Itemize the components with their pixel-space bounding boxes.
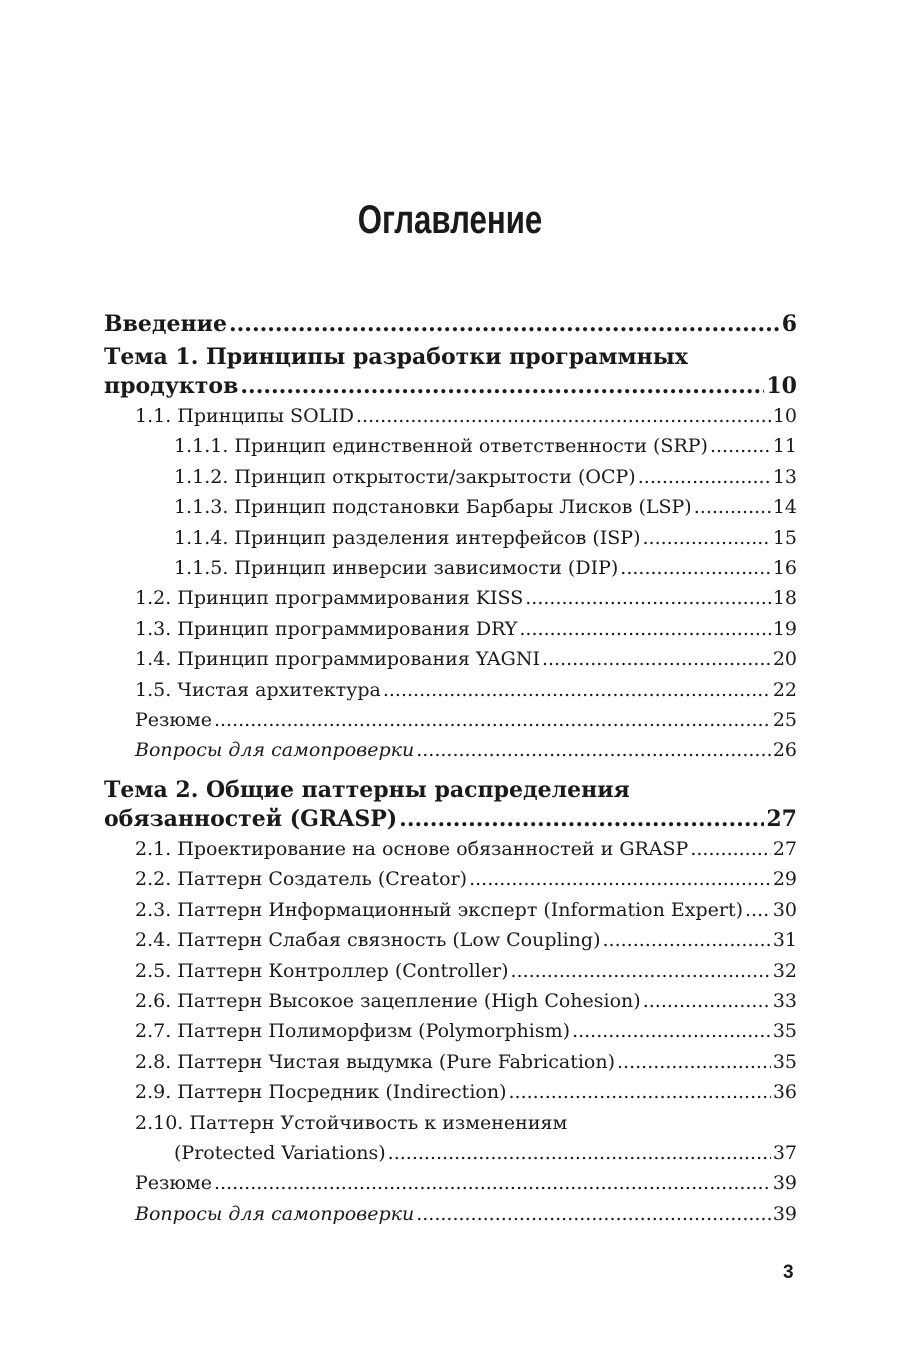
leader-dots xyxy=(694,492,771,522)
topic2-page: 27 xyxy=(766,805,797,832)
toc-item[interactable] xyxy=(104,956,797,986)
leader-dots xyxy=(542,644,771,674)
toc-item-page: 15 xyxy=(772,526,797,549)
toc-item-2-10[interactable] xyxy=(104,1138,797,1168)
leader-dots xyxy=(617,1047,771,1077)
toc-item[interactable] xyxy=(104,492,797,522)
toc-item-label: 2.5. Паттерн Контроллер (Controller) xyxy=(135,959,509,982)
toc-item[interactable] xyxy=(104,895,797,925)
toc-item-label: 1.1.2. Принцип открытости/закрытости (OCP) xyxy=(174,465,636,488)
toc-item-page: 13 xyxy=(772,465,797,488)
topic2-summary[interactable] xyxy=(104,1168,797,1198)
leader-dots xyxy=(214,1168,771,1198)
toc-item-label: 2.8. Паттерн Чистая выдумка (Pure Fabrication) xyxy=(135,1050,616,1073)
leader-dots xyxy=(745,895,771,925)
leader-dots xyxy=(572,1016,771,1046)
questions-page: 39 xyxy=(772,1202,797,1225)
leader-dots xyxy=(519,614,770,644)
toc-item-label: 2.4. Паттерн Слабая связность (Low Coupling) xyxy=(135,929,601,952)
leader-dots xyxy=(399,804,764,834)
topic1-heading-line1[interactable]: Тема 1. Принципы разработки программных xyxy=(104,344,688,370)
toc-item[interactable] xyxy=(104,401,797,431)
toc-item-label: 2.6. Паттерн Высокое зацепление (High Cohesion) xyxy=(135,989,641,1012)
toc-item[interactable] xyxy=(104,462,797,492)
toc-item-label: 1.1.1. Принцип единственной ответственности (SRP) xyxy=(174,435,708,458)
leader-dots xyxy=(511,956,771,986)
questions-label: Вопросы для самопроверки xyxy=(135,1202,415,1225)
toc-item-page: 35 xyxy=(772,1050,797,1073)
toc-item[interactable] xyxy=(104,431,797,461)
leader-dots xyxy=(525,583,771,613)
toc-item-label: 1.3. Принцип программирования DRY xyxy=(135,617,518,640)
toc-intro-page: 6 xyxy=(781,311,797,337)
topic2-heading-line1[interactable]: Тема 2. Общие паттерны распределения xyxy=(104,776,630,803)
toc-item-page: 27 xyxy=(772,837,797,860)
toc-item-label: 1.1.4. Принцип разделения интерфейсов (ISP) xyxy=(174,526,641,549)
toc-item-label: 1.5. Чистая архитектура xyxy=(135,678,381,701)
questions-page: 26 xyxy=(772,739,797,762)
topic1-heading-line2: продуктов xyxy=(104,373,239,399)
topic1-questions[interactable] xyxy=(104,735,797,765)
toc-item-2-10-line1[interactable]: 2.10. Паттерн Устойчивость к изменениям xyxy=(135,1111,568,1134)
toc-item-page: 16 xyxy=(772,557,797,580)
toc-intro[interactable] xyxy=(104,309,797,339)
questions-label: Вопросы для самопроверки xyxy=(135,739,415,762)
leader-dots xyxy=(469,864,771,894)
toc-item-label: 2.2. Паттерн Создатель (Creator) xyxy=(135,868,468,891)
toc-item-page: 33 xyxy=(772,989,797,1012)
toc-item[interactable] xyxy=(104,986,797,1016)
toc-item-page: 32 xyxy=(772,959,797,982)
table-of-contents xyxy=(104,300,797,1229)
toc-intro-label: Введение xyxy=(104,311,227,337)
toc-item-page: 14 xyxy=(772,496,797,519)
leader-dots xyxy=(620,553,771,583)
topic2-questions[interactable] xyxy=(104,1199,797,1229)
toc-item[interactable] xyxy=(104,583,797,613)
toc-item-label: 2.3. Паттерн Информационный эксперт (Information Expert) xyxy=(135,898,743,921)
toc-item-label: 2.9. Паттерн Посредник (Indirection) xyxy=(135,1081,507,1104)
topic1-heading[interactable] xyxy=(104,371,797,401)
summary-page: 39 xyxy=(772,1172,797,1195)
toc-item-page: 10 xyxy=(772,405,797,427)
summary-label: Резюме xyxy=(135,1172,212,1195)
leader-dots xyxy=(388,1138,771,1168)
toc-item-label: 1.1.3. Принцип подстановки Барбары Лисков (LSP) xyxy=(174,496,692,519)
toc-item-page: 20 xyxy=(772,648,797,671)
page-title: Оглавление xyxy=(357,198,543,242)
toc-item-page: 19 xyxy=(772,617,797,640)
summary-label: Резюме xyxy=(135,709,212,732)
toc-item[interactable] xyxy=(104,614,797,644)
toc-item-label: 2.1. Проектирование на основе обязанностей и GRASP xyxy=(135,837,689,860)
toc-item[interactable] xyxy=(104,864,797,894)
leader-dots xyxy=(416,1199,771,1229)
topic2-heading-line2: обязанностей (GRASP) xyxy=(104,805,398,832)
toc-item[interactable] xyxy=(104,1047,797,1077)
leader-dots xyxy=(214,705,771,735)
leader-dots xyxy=(240,371,764,401)
toc-item[interactable] xyxy=(104,1016,797,1046)
toc-item-label: 1.1. Принципы SOLID xyxy=(135,405,355,427)
page-number: 3 xyxy=(783,1262,794,1283)
topic1-page: 10 xyxy=(766,373,797,399)
toc-item[interactable] xyxy=(104,523,797,553)
toc-item-page: 30 xyxy=(772,898,797,921)
toc-item-page: 29 xyxy=(772,868,797,891)
toc-item-label: 1.4. Принцип программирования YAGNI xyxy=(135,648,540,671)
toc-item-label: 2.7. Паттерн Полиморфизм (Polymorphism) xyxy=(135,1020,571,1043)
toc-item-page: 11 xyxy=(772,435,797,458)
toc-item-page: 18 xyxy=(772,587,797,610)
toc-item[interactable] xyxy=(104,834,797,864)
toc-item[interactable] xyxy=(104,644,797,674)
toc-item[interactable] xyxy=(104,675,797,705)
topic2-heading[interactable] xyxy=(104,804,797,834)
toc-item-page: 31 xyxy=(772,929,797,952)
toc-item[interactable] xyxy=(104,553,797,583)
toc-item-2-10-line2: (Protected Variations) xyxy=(174,1141,386,1164)
leader-dots xyxy=(710,431,771,461)
toc-item-label: 1.1.5. Принцип инверсии зависимости (DIP) xyxy=(174,557,619,580)
leader-dots xyxy=(643,986,771,1016)
leader-dots xyxy=(356,401,771,431)
leader-dots xyxy=(508,1077,770,1107)
topic1-summary[interactable] xyxy=(104,705,797,735)
toc-item-page: 36 xyxy=(772,1081,797,1104)
leader-dots xyxy=(229,309,780,339)
toc-item-label: 1.2. Принцип программирования KISS xyxy=(135,587,524,610)
leader-dots xyxy=(416,735,771,765)
toc-item-page: 22 xyxy=(772,678,797,701)
leader-dots xyxy=(638,462,771,492)
toc-item-2-10-page: 37 xyxy=(772,1141,797,1164)
leader-dots xyxy=(690,834,770,864)
leader-dots xyxy=(643,523,771,553)
toc-item-page: 35 xyxy=(772,1020,797,1043)
summary-page: 25 xyxy=(772,709,797,732)
leader-dots xyxy=(383,675,771,705)
toc-item[interactable] xyxy=(104,1077,797,1107)
toc-item[interactable] xyxy=(104,925,797,955)
leader-dots xyxy=(603,925,771,955)
